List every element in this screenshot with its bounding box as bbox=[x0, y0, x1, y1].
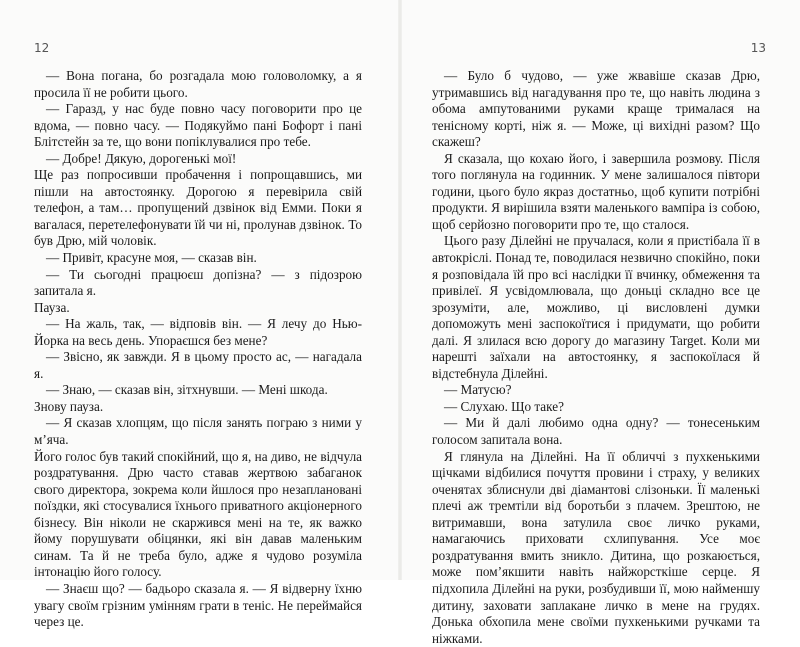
paragraph: — Ми й далі любимо одна одну? — тонесеньким голосом запитала вона. bbox=[432, 415, 760, 448]
left-page-text bbox=[34, 68, 362, 631]
paragraph: Я сказала, що кохаю його, і завершила розмову. Після того поглянула на годинник. У мене залишалося півтори години, цього було якраз достатньо, щоб купити потрібні продукти. Я вирішила взяти маленького вампіра із собою, щоб серйозно поговорити про те, що сталося. bbox=[432, 150, 760, 232]
paragraph: — Вона погана, бо розгадала мою головоломку, а я просила її не робити цього. bbox=[34, 68, 362, 100]
paragraph: — На жаль, так, — відповів він. — Я лечу до Нью-Йорка на весь день. Упораєшся без мене? bbox=[34, 316, 362, 348]
paragraph: — Матусю? bbox=[444, 382, 512, 398]
paragraph: — Добре! Дякую, дорогенькі мої! bbox=[46, 150, 237, 166]
right-page-text bbox=[432, 68, 760, 647]
paragraph: — Було б чудово, — уже жвавіше сказав Дрю, утримавшись від нагадування про те, що навіть людина з обома ампутованими руками краще трималася на тенісному корті, ніж я. — Може, ці вихідні разом? Що скажеш? bbox=[432, 68, 760, 150]
paragraph: Його голос був такий спокійний, що я, на диво, не відчула роздратування. Дрю часто ставав жертвою забаганок свого директора, зокрема коли йшлося про незаплановані поїздки, які стосувалися їхнього приватного акціонерного бізнесу. Він ніколи не скаржився мені на те, як важко йому порушувати обіцянки, які він давав маленьким синам. Та й не треба було, адже я чудово розуміла інтонацію його голосу. bbox=[34, 448, 362, 580]
paragraph: — Я сказав хлопцям, що після занять пограю з ними у м’яча. bbox=[34, 415, 362, 448]
paragraph: — Знаєш що? — бадьоро сказала я. — Я відверну їхню увагу своїм грізним умінням грати в теніс. Не переймайся через це. bbox=[34, 580, 362, 630]
paragraph: — Знаю, — сказав він, зітхнувши. — Мені шкода. bbox=[46, 382, 328, 398]
paragraph: — Ти сьогодні працюєш допізна? — з підозрою запитала я. bbox=[34, 266, 362, 299]
paragraph: Цього разу Ділейні не пручалася, коли я пристібала її в автокріслі. Понад те, поводилася незвично спокійно, поки я розповідала їй про всі наслідки її вчинку, обмеження та привілеї. Я усвідомлювала, що доньці складно все це зрозуміти, але, можливо, ці висловлені думки допоможуть мені заспокоїтися і придумати, що робити далі. Я злилася всю дорогу до магазину Target. Коли ми нарешті заїхали на автостоянку, я заспокоїлася й відстебнула Ділейні. bbox=[432, 233, 760, 381]
paragraph: Ще раз попросивши пробачення і попрощавшись, ми пішли на автостоянку. Дорогою я перевірила свій телефон, а там… пропущений дзвінок від Емми. Поки я вагалася, перетелефонувати їй чи ні, пролунав дзвінок. То був Дрю, мій чоловік. bbox=[34, 167, 362, 249]
left-page bbox=[0, 0, 400, 630]
right-page bbox=[400, 0, 800, 646]
paragraph: — Слухаю. Що таке? bbox=[444, 398, 564, 414]
paragraph: Пауза. bbox=[34, 299, 70, 315]
paragraph: — Звісно, як завжди. Я в цьому просто ас, — нагадала я. bbox=[34, 349, 362, 381]
paragraph: — Гаразд, у нас буде повно часу поговорити про це вдома, — повно часу. — Подякуймо пані Бофорт і пані Блітстейн за те, що вони попіклувалися про тебе. bbox=[34, 101, 362, 150]
page-number-right: 13 bbox=[750, 41, 766, 55]
paragraph: — Привіт, красуне моя, — сказав він. bbox=[46, 250, 257, 266]
page-number-left: 12 bbox=[34, 41, 50, 55]
paragraph: Я глянула на Ділейні. На її обличчі з пухкенькими щічками відбилися почуття провини і страху, у великих оченятах зблиснули дві діамантові слізоньки. Її маленькі плечі аж тремтіли від боротьби з плачем. Зрештою, не витримавши, вона затулила своє личко руками, намагаючись приховати схлипування. Усе моє роздратування вмить зникло. Дитина, що розкаюється, може пом’якшити навіть найжорсткіше серце. Я підхопила Ділейні на руки, розбудивши її, мою найменшу дитину, заховати заплакане личко в мене на грудях. Донька обхопила мене своїми пухкенькими ручками та ніжками. bbox=[432, 448, 760, 646]
paragraph: Знову пауза. bbox=[34, 398, 104, 414]
